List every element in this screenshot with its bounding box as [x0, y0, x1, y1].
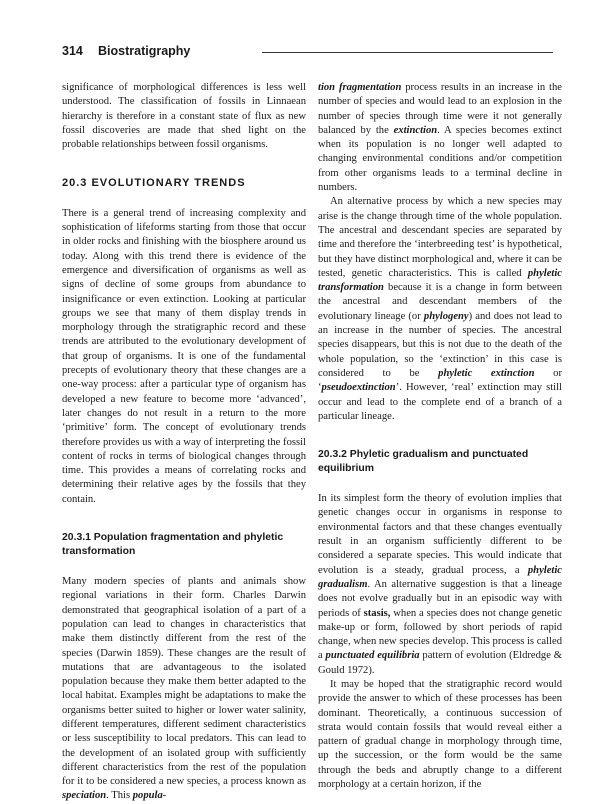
key-term: tion fragmentation [318, 82, 402, 93]
page-number: 314 [62, 44, 83, 58]
key-term: pseudoextinction [321, 382, 396, 394]
paragraph: Many modern species of plants and animals show regional variations in their form. Charles Darwin demonstrated that geographical isolation of a part of a population can lead to changes in characteristics that make them distinctly different from the rest of the species (Darwin 1859). These changes are the result of mutations that are advantageous to the isolated population because they make them better adapted to the local habitat. Examples might be adaptations to make the organisms better suited to higher or lower water salinity, different temperatures, different sediment characteristics or less susceptibility to local predators. This can lead to the development of an isolated group with sufficiently different characteristics from the rest of the population for it to be considered a new species, a process known as speciation. This popula- [62, 576, 306, 802]
key-term: phyletic transformation [318, 267, 562, 294]
section-heading: 20.3 EVOLUTIONARY TRENDS [62, 177, 246, 190]
left-column [62, 81, 306, 804]
running-title: Biostratigraphy [98, 44, 191, 58]
paragraph: An alternative process by which a new species may arise is the change through time of the whole population. The ancestral and descendant species are separated by time and therefore the ‘interbreeding test’ is hypothetical, but they have distinct morphological and, where it can be tested, genetic characteristics. This is called phyletic transformation because it is a change in form between the ancestral and descendant members of the evolutionary lineage (or phylogeny) and does not lead to an increase in the number of species. The ancestral species disappears, but this is not due to the death of the whole population, so the ‘extinction’ in this case is considered to be phyletic extinction or ‘pseudoextinction’. However, ‘real’ extinction may still occur and lead to the complete end of a branch of a particular lineage. [318, 196, 562, 422]
header-rule [262, 52, 553, 53]
paragraph: It may be hoped that the stratigraphic record would provide the answer to which of these processes has been dominant. Theoretically, a continuous succession of strata would contain fossils that would reveal either a pattern of gradual change in morphology through time, up the succession, or the form would be the same through the beds and abruptly change to a different morphology at a certain horizon, if the [318, 678, 562, 791]
paragraph: significance of morphological differences is less well understood. The classification of fossils in Linnaean hierarchy is therefore in a constant state of flux as new fossil discoveries are made that shed light on the probable relationships between fossil organisms. [62, 82, 306, 151]
subsection-heading: 20.3.1 Population fragmentation and phyletic transformation [62, 532, 284, 558]
key-term: stasis, [363, 607, 391, 619]
key-term: phyletic gradualism [318, 564, 562, 590]
paragraph: tion fragmentation process results in an increase in the number of species and would lead to an explosion in the number of species through time were it not generally balanced by the extinction. A species becomes extinct when its population is no longer well adapted to changing environmental conditions and/or competition from other organisms leads to a terminal decline in numbers. [318, 82, 562, 194]
key-term: popula- [132, 790, 167, 802]
key-term: speciation [62, 790, 107, 802]
key-term: phylogeny [423, 310, 469, 322]
key-term: extinction [393, 124, 438, 136]
subsection-heading: 20.3.2 Phyletic gradualism and punctuated equilibrium [318, 449, 529, 475]
paragraph: In its simplest form the theory of evolution implies that genetic changes occur in organisms in response to environmental factors and that these changes eventually result in an organism sufficiently different to be considered a separate species. This would indicate that evolution is a steady, gradual process, a phyletic gradualism. An alternative suggestion is that a lineage does not evolve gradually but in an episodic way with periods of stasis, when a species does not change genetic make-up or form, followed by short periods of rapid change, when new species develop. This process is called a punctuated equilibria pattern of evolution (Eldredge & Gould 1972). [318, 493, 562, 676]
right-column [318, 81, 562, 792]
page-header [62, 44, 553, 64]
paragraph: There is a general trend of increasing complexity and sophistication of lifeforms starting from those that occur in older rocks and finishing with the biosphere around us today. Along with this trend there is evidence of the emergence and diversification of organisms as well as signs of decline of some groups from abundance to insignificance or even extinction. Looking at particular groups we see that many of them display trends in morphology through the stratigraphic record and these trends are attributed to the evolutionary development of that group of organisms. It is one of the fundamental precepts of evolutionary theory that these changes are a one-way process: after a particular type of organism has developed a new feature to become more ‘advanced’, later changes do not result in a return to the more ‘primitive’ form. The concept of evolutionary trends therefore provides us with a way of interpreting the fossil content of rocks in terms of biological changes through time. This provides a means of correlating rocks and determining their relative ages by the fossils that they contain. [62, 207, 306, 505]
key-term: punctuated equilibria [325, 650, 420, 662]
key-term: phyletic extinction [438, 367, 535, 379]
